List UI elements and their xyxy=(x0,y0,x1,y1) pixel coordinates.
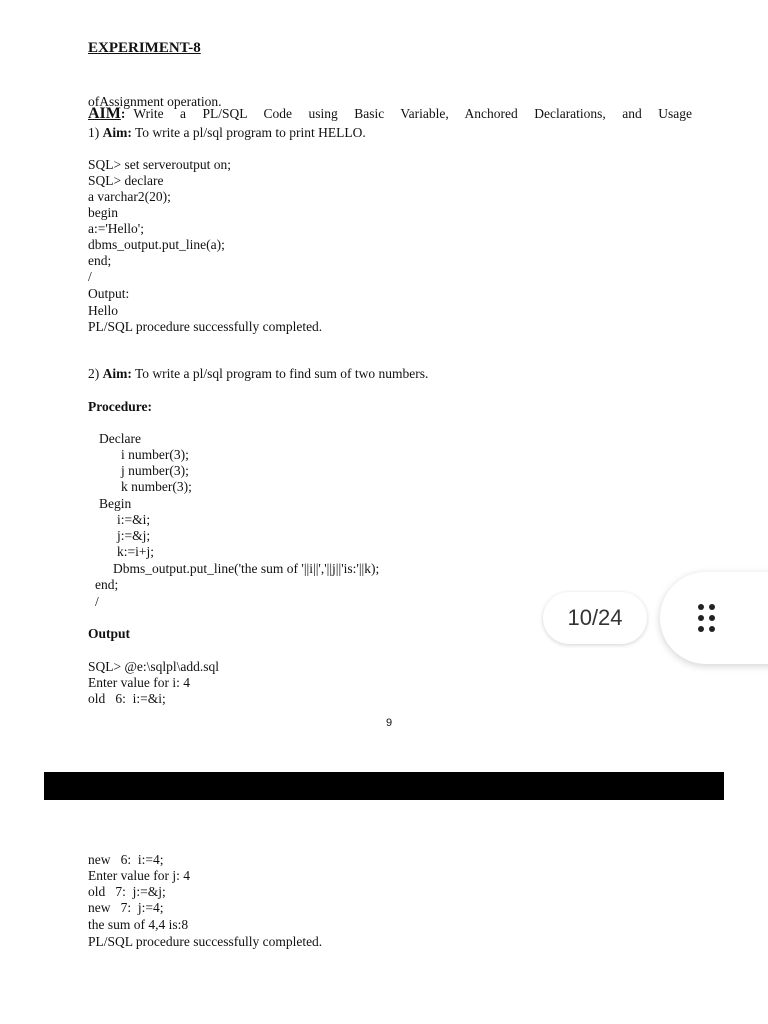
code-line: a:='Hello'; xyxy=(88,221,144,236)
page-indicator[interactable]: 10/24 xyxy=(543,592,647,644)
aim-label: AIM xyxy=(88,105,121,122)
code-line: j number(3); xyxy=(121,463,189,478)
aim-text-continued: ofAssignment operation. xyxy=(88,94,222,109)
output-line: old 6: i:=&i; xyxy=(88,691,166,706)
output-line: old 7: j:=&j; xyxy=(88,884,166,899)
experiment-title: EXPERIMENT-8 xyxy=(88,40,201,56)
code-line: j:=&j; xyxy=(117,528,151,543)
output-line: the sum of 4,4 is:8 xyxy=(88,917,189,932)
aim-2-label: Aim: xyxy=(102,366,132,381)
page-number: 9 xyxy=(386,717,393,729)
page-separator-band xyxy=(44,772,724,800)
output-line: PL/SQL procedure successfully completed. xyxy=(88,319,323,334)
code-line: dbms_output.put_line(a); xyxy=(88,237,225,252)
document-page-bottom xyxy=(0,800,768,1024)
procedure-heading: Procedure: xyxy=(88,399,152,414)
code-line: k number(3); xyxy=(121,479,192,494)
menu-button[interactable] xyxy=(660,572,768,664)
aim-line xyxy=(88,74,692,154)
output-line: new 6: i:=4; xyxy=(88,852,164,867)
aim-1 xyxy=(88,125,366,141)
code-line: i number(3); xyxy=(121,447,189,462)
code-line: end; xyxy=(95,577,119,592)
code-line: begin xyxy=(88,205,118,220)
aim-2 xyxy=(88,366,428,382)
code-line: / xyxy=(95,594,99,609)
aim-text: Write a PL/SQL Code using Basic Variable, Anchored Declarations, and Usage xyxy=(133,106,692,121)
aim-2-prefix: 2) xyxy=(88,366,103,381)
code-line: i:=&i; xyxy=(117,512,151,527)
code-line: a varchar2(20); xyxy=(88,189,171,204)
output-line: SQL> @e:\sqlpl\add.sql xyxy=(88,659,220,674)
code-line: / xyxy=(88,269,92,284)
output-line: PL/SQL procedure successfully completed. xyxy=(88,934,323,949)
output-line: Output: xyxy=(88,286,130,301)
code-line: Begin xyxy=(99,496,132,511)
output-line: Enter value for j: 4 xyxy=(88,868,190,883)
output-line: Enter value for i: 4 xyxy=(88,675,190,690)
aim-2-text: To write a pl/sql program to find sum of two numbers. xyxy=(131,366,429,381)
aim-1-label: Aim: xyxy=(102,125,132,140)
code-line: end; xyxy=(88,253,112,268)
code-line: SQL> set serveroutput on; xyxy=(88,157,231,172)
grid-dots-icon xyxy=(698,604,718,632)
code-line: Dbms_output.put_line('the sum of '||i||','||j||'is:'||k); xyxy=(113,561,380,576)
code-line: k:=i+j; xyxy=(117,544,154,559)
aim-1-prefix: 1) xyxy=(88,125,103,140)
output-line: Hello xyxy=(88,303,118,318)
code-line: Declare xyxy=(99,431,141,446)
aim-colon: : xyxy=(120,106,126,121)
output-heading: Output xyxy=(88,626,131,641)
output-line: new 7: j:=4; xyxy=(88,900,164,915)
aim-1-text: To write a pl/sql program to print HELLO. xyxy=(131,125,366,140)
code-line: SQL> declare xyxy=(88,173,164,188)
